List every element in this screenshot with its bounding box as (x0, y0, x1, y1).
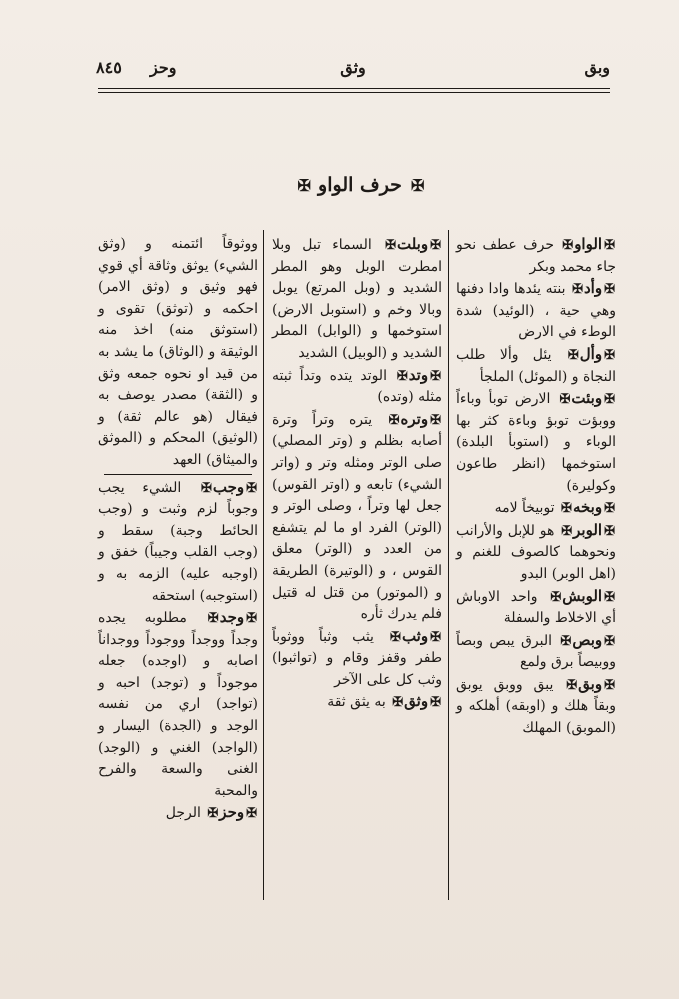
entry-ornament-icon: ✠ (561, 523, 572, 539)
dictionary-entry (456, 520, 616, 586)
dictionary-entry (272, 691, 442, 714)
ornament-right-icon: ✠ (411, 176, 423, 195)
entry-ornament-icon: ✠ (246, 806, 256, 822)
entry-headword: وبلت (396, 235, 429, 253)
entry-ornament-icon: ✠ (604, 633, 615, 649)
entry-ornament-icon: ✠ (392, 695, 403, 711)
entry-definition: مطلوبه يجده وجداً ووجداً ووجوداً ووجداناً اصابه و (اوجده) جعله موجوداً و (توجد) احبه و (تواجد) اري من نفسه الوجد و (الجدة) اليسار و (الواجد) الغني و (الوجد) الغنى والسعة والفرح والمحبة (98, 610, 258, 799)
entry-ornament-icon: ✠ (604, 238, 614, 253)
dictionary-entry (456, 234, 616, 278)
entry-ornament-icon: ✠ (604, 501, 614, 517)
entry-ornament-icon: ✠ (430, 695, 440, 711)
dictionary-entry (456, 497, 616, 520)
entry-headword: الوبش (562, 586, 603, 605)
dictionary-entry (456, 586, 616, 630)
entry-definition: الرجل (165, 805, 201, 822)
entry-ornament-icon: ✠ (604, 523, 614, 539)
entry-ornament-icon: ✠ (604, 392, 615, 408)
entry-headword: وثق (404, 692, 429, 711)
entry-ornament-icon: ✠ (396, 368, 407, 384)
header-right-word: وبق (584, 58, 610, 77)
entry-definition: بنته يئدها وادا دفنها وهي حية ، (الوئيد) شدة الوطء في الارض (456, 281, 616, 341)
entry-ornament-icon: ✠ (430, 629, 441, 645)
entry-ornament-icon: ✠ (604, 282, 614, 298)
dictionary-entry (272, 409, 442, 626)
entry-definition: واحد الاوباش أي الاخلاط والسفلة (456, 588, 616, 627)
column-left (98, 234, 258, 825)
header-rule-bottom (98, 92, 610, 93)
entry-ornament-icon: ✠ (207, 806, 218, 822)
entry-definition: به يثق ثقة (327, 694, 386, 711)
dictionary-entry (272, 626, 442, 692)
header-left-word: وحز (150, 58, 177, 77)
entry-definition: الشيء يجب وجوباً لزم وثبت و (وجب الحائط وجبة) سقط و (وجب القلب وجيباً) خفق و (اوجبه عليه) الزمه به و (استوجبه) استحقه (98, 479, 258, 604)
entry-definition: البرق يبص وبصاً ووبيصاً برق ولمع (456, 632, 616, 671)
entry-ornament-icon: ✠ (246, 480, 257, 496)
entry-ornament-icon: ✠ (550, 589, 561, 605)
page-number: ٨٤٥ (96, 58, 122, 77)
ornament-left-icon: ✠ (297, 176, 309, 195)
column-right (456, 234, 616, 740)
entry-ornament-icon: ✠ (604, 677, 614, 693)
dictionary-entry (456, 344, 616, 388)
entry-ornament-icon: ✠ (246, 611, 256, 627)
entry-definition: الوتد يتده وتداً ثبته مثله (وتده) (272, 367, 442, 406)
entry-ornament-icon: ✠ (604, 347, 614, 363)
entry-definition: يثب وثباً ووثوباً طفر وقفز وقام و (تواثبوا) وثب كل على الآخر (272, 628, 442, 688)
entry-headword: وجد (219, 608, 245, 627)
entry-definition: الارض توبأ وباءاً ووبؤت توبؤ وباءة كثر بها الوباء و (استوبأ البلدة) استوخمها (انظر طاعون وكوليرة) (456, 391, 616, 494)
entry-ornament-icon: ✠ (390, 629, 400, 645)
dictionary-entry (456, 630, 616, 674)
entry-ornament-icon: ✠ (430, 412, 440, 428)
entry-separator (104, 474, 252, 475)
entry-ornament-icon: ✠ (559, 392, 570, 408)
entry-definition: يئل وألا طلب النجاة و (الموئل) الملجأ (456, 346, 616, 385)
entry-definition: ووثوقاً ائتمنه و (وثق الشيء) يوثق وثاقة أي قوي فهو وثيق و (وثق الامر) احكمه و (توثق) تقوى و (استوثق منه) اخذ منه الوثيقة و (الوثاق) ما يشد به من قيد او نحوه جمعه وثق و (الثقة) مصدر يوصف به فيقال (هو عالم ثقة) و (الوثيق) المحكم و (الموثق والميثاق) العهد (98, 236, 258, 468)
section-title-block (250, 166, 470, 206)
entry-ornament-icon: ✠ (200, 480, 211, 496)
entry-headword: وحز (219, 803, 245, 822)
dictionary-entry (98, 607, 258, 802)
header-rule-top (98, 88, 610, 89)
running-header (96, 52, 610, 82)
entry-ornament-icon: ✠ (385, 238, 395, 253)
entry-definition: حرف عطف نحو جاء محمد وبكر (456, 237, 616, 275)
dictionary-entry (456, 388, 616, 497)
dictionary-entry (456, 674, 616, 740)
entry-headword: الوبر (573, 520, 603, 539)
entry-headword: وبخه (572, 498, 603, 517)
entry-headword: وأد (584, 279, 603, 298)
dictionary-entry (98, 802, 258, 825)
dictionary-entry (98, 477, 258, 608)
entry-ornament-icon: ✠ (561, 501, 571, 517)
dictionary-entry (272, 234, 442, 365)
entry-definition: السماء تبل وبلا امطرت الوبل وهو المطر الشديد و (وبل المرتع) يوبل وبالا وخم و (استوبل الارض) استوخمها و (الوابل) المطر الشديد و (الوبيل) الشديد (272, 237, 442, 361)
entry-definition: يتره وتراً وترة أصابه بظلم و (وتر المصلي) صلى الوتر ومثله وتر و (واتر الشيء) تابعه و (اوتر القوس) جعل لها وتراً ، وصلى الوتر و (الوتر) الفرد او ما لم يتشفع من العدد و (الوتر) معلق القوس ، و (الوتيرة) الطريقة و (الموتور) من قتل له قتيل فلم يدرك ثأره (272, 411, 442, 623)
entry-headword: وثب (401, 626, 429, 645)
column-divider-left (263, 230, 264, 900)
column-middle (272, 234, 442, 714)
entry-ornament-icon: ✠ (207, 611, 218, 627)
dictionary-entry (272, 365, 442, 409)
entry-ornament-icon: ✠ (566, 677, 577, 693)
entry-ornament-icon: ✠ (430, 238, 440, 253)
entry-definition: يبق ووبق يوبق وبقاً هلك و (اوبقه) أهلكه و (الموبق) المهلك (456, 676, 616, 737)
entry-ornament-icon: ✠ (562, 238, 573, 253)
entry-ornament-icon: ✠ (430, 368, 440, 384)
entry-definition: توبيخاً لامه (494, 500, 555, 517)
entry-ornament-icon: ✠ (572, 282, 582, 298)
entry-definition: هو للإبل والأرانب ونحوهما كالصوف للغنم و (اهل الوبر) البدو (456, 522, 616, 582)
entry-ornament-icon: ✠ (567, 347, 578, 363)
dictionary-entry (98, 234, 258, 472)
entry-headword: وتره (400, 409, 429, 428)
dictionary-entry (456, 278, 616, 344)
entry-headword: وبق (578, 674, 603, 693)
column-divider-right (448, 230, 449, 900)
entry-headword: وبئت (571, 389, 603, 408)
entry-headword: الواو (574, 235, 603, 253)
entry-ornament-icon: ✠ (388, 412, 399, 428)
header-center-word: وثق (340, 58, 366, 77)
entry-headword: وتد (408, 365, 429, 384)
section-title: حرف الواو (318, 174, 402, 196)
entry-ornament-icon: ✠ (560, 633, 571, 649)
entry-headword: وأل (579, 344, 603, 363)
entry-headword: وجب (212, 477, 245, 496)
entry-ornament-icon: ✠ (604, 589, 614, 605)
entry-headword: وبص (572, 630, 603, 649)
